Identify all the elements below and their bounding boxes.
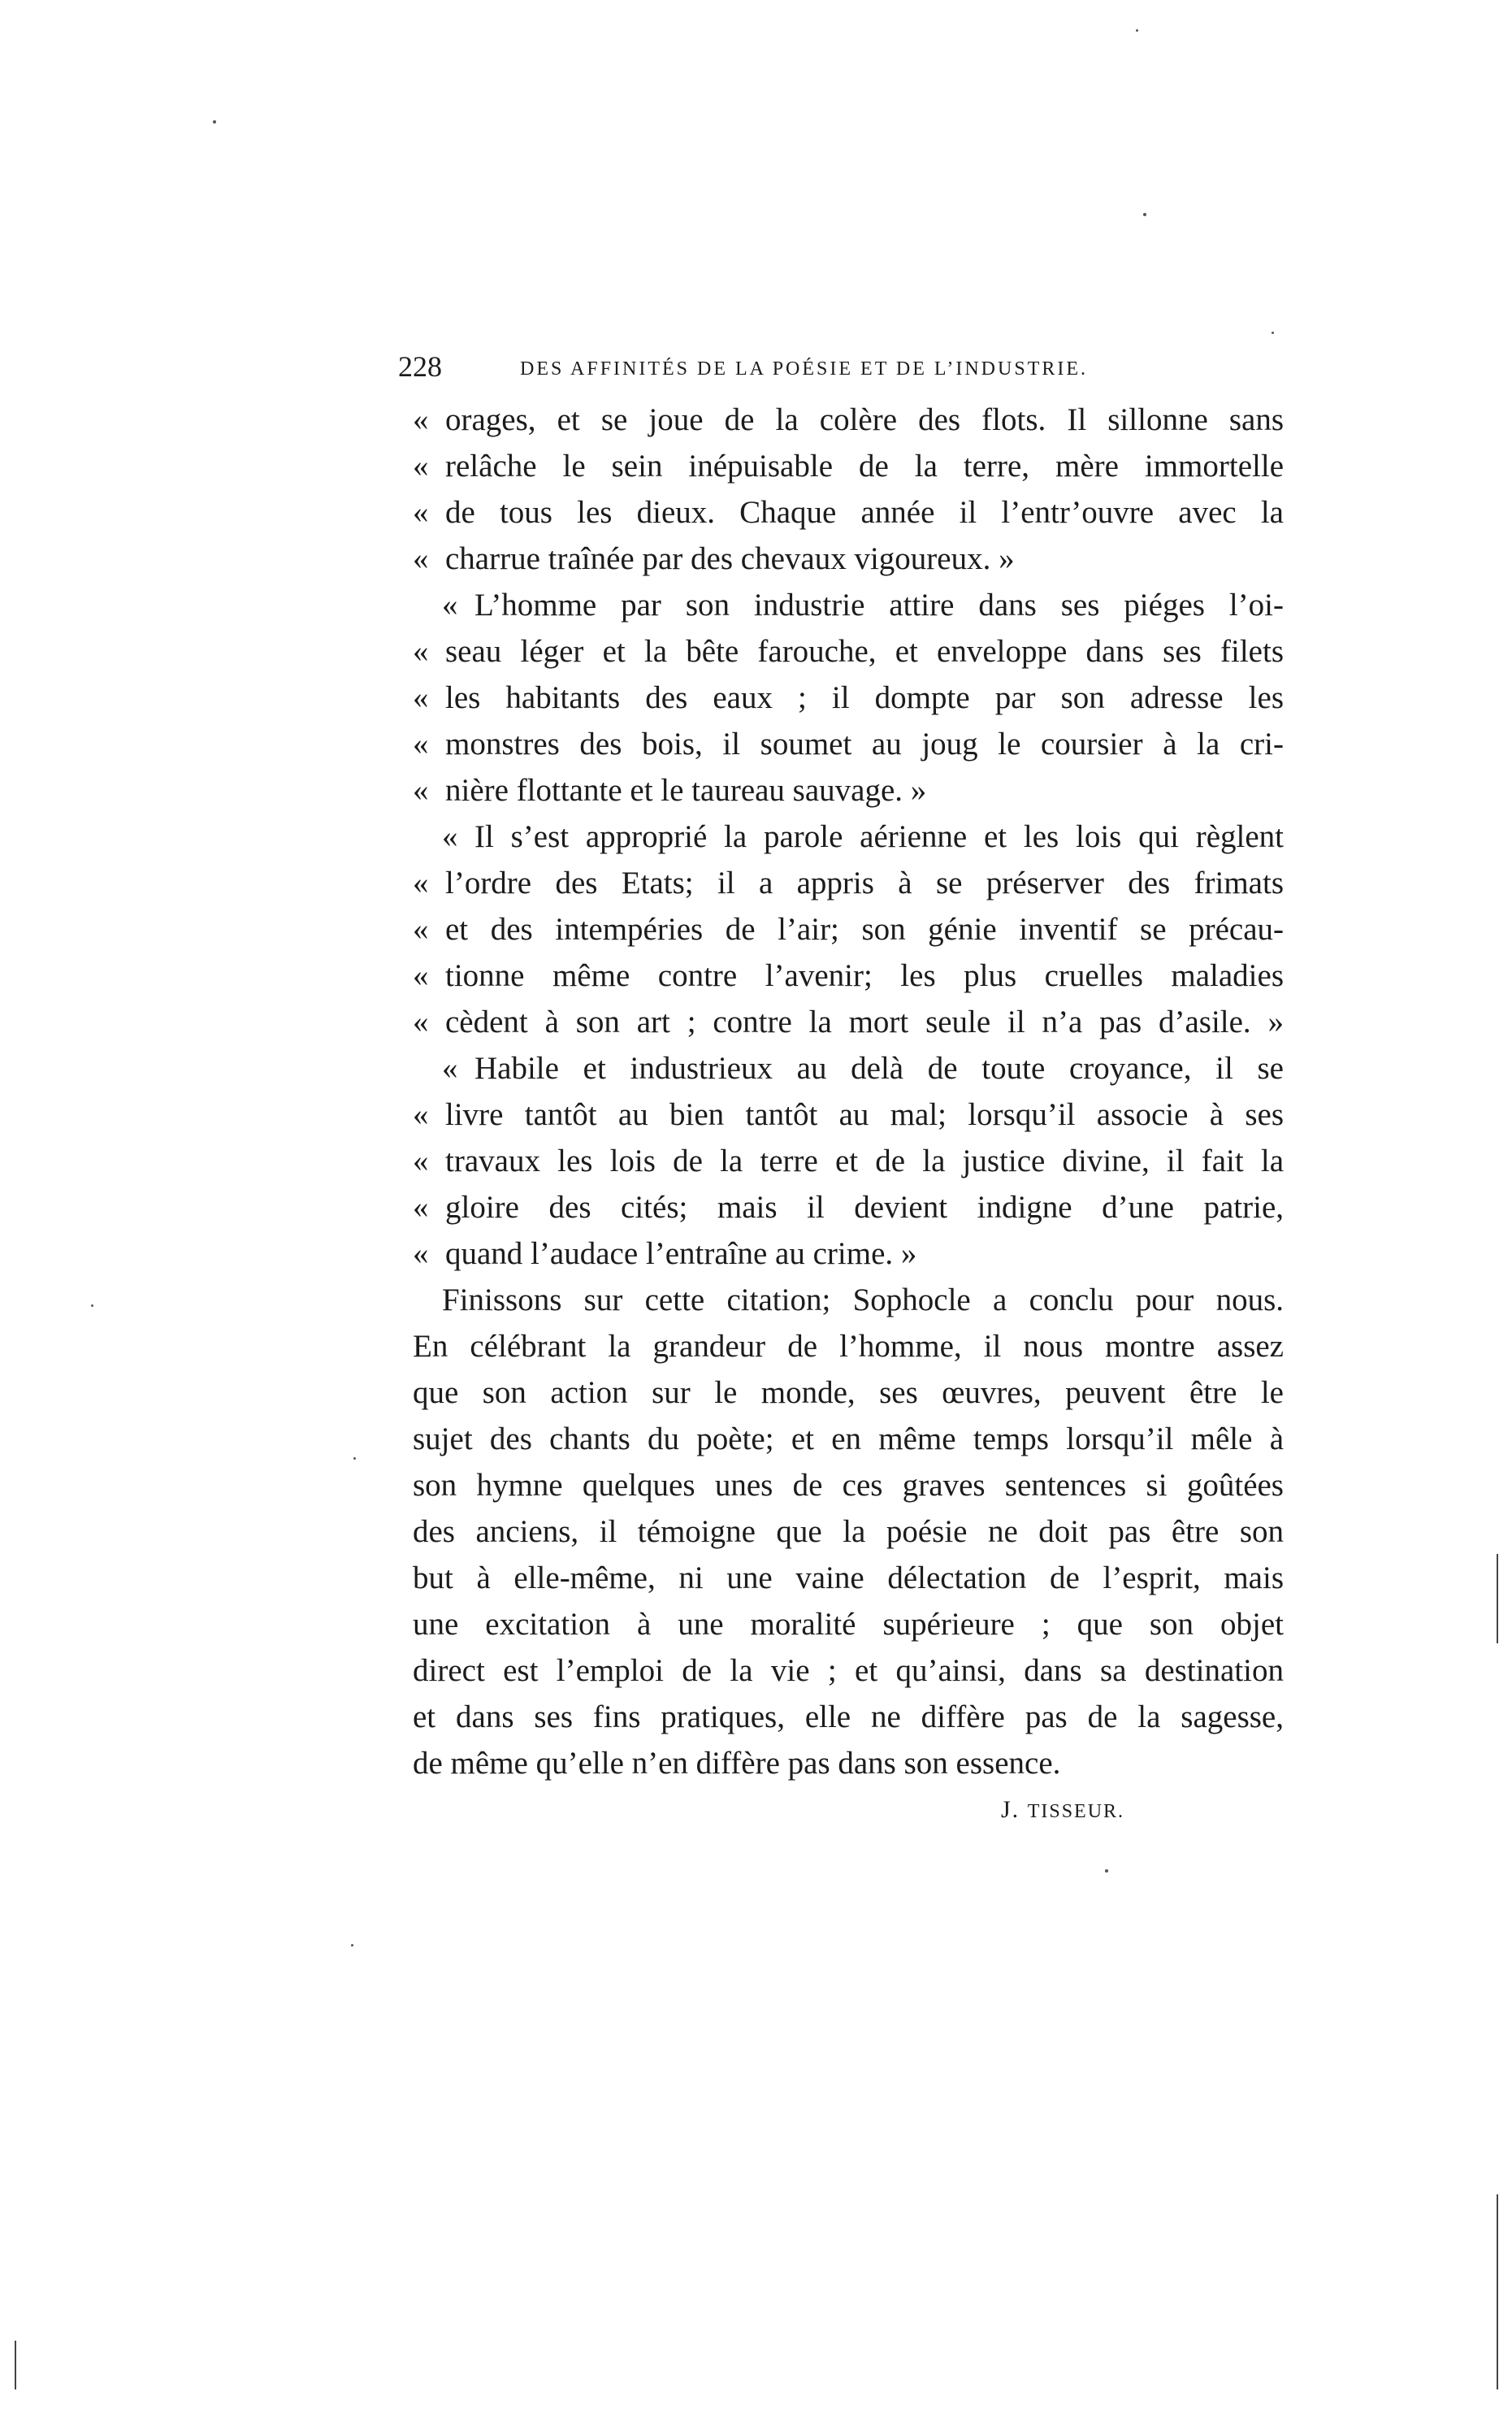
quote-line: [413, 582, 1284, 628]
scan-speck: [353, 1457, 356, 1460]
quote-line: [413, 489, 1284, 536]
scan-speck: [1136, 29, 1138, 32]
quote-text: cèdent à son art ; contre la mort seule il n’a pas d’asile. »: [445, 1005, 1284, 1039]
paragraph-line: [413, 1462, 1284, 1508]
guillemet: «: [442, 819, 458, 854]
quote-line: [413, 721, 1284, 767]
paragraph-text: et dans ses fins pratiques, elle ne diffère pas de la sagesse,: [413, 1699, 1284, 1734]
paragraph-line: [413, 1740, 1284, 1786]
guillemet: «: [413, 958, 429, 993]
paragraph-text: En célébrant la grandeur de l’homme, il nous montre assez: [413, 1329, 1284, 1364]
author-name: TISSEUR.: [1027, 1801, 1125, 1822]
paragraph-text: une excitation à une moralité supérieure ; que son objet: [413, 1607, 1284, 1642]
quote-text: orages, et se joue de la colère des flots. Il sillonne sans: [445, 402, 1284, 437]
quote-line: [413, 1184, 1284, 1230]
quote-line: [413, 999, 1284, 1045]
paragraph-text: que son action sur le monde, ses œuvres, peuvent être le: [413, 1375, 1284, 1410]
scan-edge-mark: [1497, 2194, 1498, 2389]
quote-line: [413, 675, 1284, 721]
paragraph-text: des anciens, il témoigne que la poésie ne doit pas être son: [413, 1514, 1284, 1549]
author-signature: [1001, 1792, 1124, 1829]
quote-text: l’ordre des Etats; il a appris à se préserver des frimats: [445, 866, 1284, 901]
scan-speck: [213, 120, 216, 124]
paragraph-line: [413, 1555, 1284, 1601]
quote-line: [413, 1091, 1284, 1138]
paragraph-line: [413, 1508, 1284, 1555]
guillemet: «: [413, 1005, 429, 1039]
paragraph-text: son hymne quelques unes de ces graves sentences si goûtées: [413, 1468, 1284, 1503]
quote-line: [413, 906, 1284, 953]
quote-text: Il s’est approprié la parole aérienne et les lois qui règlent: [474, 819, 1284, 854]
guillemet: «: [413, 449, 429, 484]
quote-text: charrue traînée par des chevaux vigoureux. »: [445, 541, 1015, 576]
quote-text: et des intempéries de l’air; son génie inventif se précau-: [445, 912, 1284, 947]
quote-text: gloire des cités; mais il devient indigne d’une patrie,: [445, 1190, 1284, 1225]
scan-speck: [1272, 332, 1274, 334]
guillemet: «: [413, 773, 429, 808]
quote-line: [413, 1138, 1284, 1184]
author-initial: J.: [1001, 1796, 1020, 1823]
scan-edge-mark: [1497, 1554, 1498, 1643]
quote-line: [413, 397, 1284, 443]
quote-line: [413, 536, 1284, 582]
quote-text: relâche le sein inépuisable de la terre, mère immortelle: [445, 449, 1284, 484]
quote-text: tionne même contre l’avenir; les plus cruelles maladies: [445, 958, 1284, 993]
guillemet: «: [413, 634, 429, 669]
quotation-block: [413, 397, 1284, 1786]
guillemet: «: [413, 495, 429, 530]
quote-text: quand l’audace l’entraîne au crime. »: [445, 1236, 917, 1271]
paragraph-text: direct est l’emploi de la vie ; et qu’ainsi, dans sa destination: [413, 1653, 1284, 1688]
guillemet: «: [413, 1236, 429, 1271]
paragraph-line: [413, 1601, 1284, 1647]
guillemet: «: [413, 866, 429, 901]
paragraph-line: [413, 1277, 1284, 1323]
guillemet: «: [413, 541, 429, 576]
quote-text: monstres des bois, il soumet au joug le coursier à la cri-: [445, 727, 1284, 762]
quote-line: [413, 1045, 1284, 1091]
guillemet: «: [413, 1097, 429, 1132]
quote-text: livre tantôt au bien tantôt au mal; lorsqu’il associe à ses: [445, 1097, 1284, 1132]
guillemet: «: [413, 912, 429, 947]
quote-text: nière flottante et le taureau sauvage. »: [445, 773, 927, 808]
guillemet: «: [413, 727, 429, 762]
quote-line: [413, 1230, 1284, 1277]
quote-text: travaux les lois de la terre et de la justice divine, il fait la: [445, 1144, 1284, 1178]
quote-line: [413, 628, 1284, 675]
quote-line: [413, 767, 1284, 814]
quote-text: L’homme par son industrie attire dans ses piéges l’oi-: [474, 588, 1284, 623]
scan-speck: [351, 1944, 353, 1946]
quote-line: [413, 814, 1284, 860]
scan-edge-mark: [15, 2341, 16, 2389]
page-header: [398, 348, 1284, 385]
paragraph-text: but à elle-même, ni une vaine délectation de l’esprit, mais: [413, 1560, 1284, 1595]
paragraph-line: [413, 1323, 1284, 1369]
paragraph-line: [413, 1416, 1284, 1462]
scan-speck: [1105, 1869, 1108, 1873]
paragraph-line: [413, 1369, 1284, 1416]
quote-text: de tous les dieux. Chaque année il l’entr’ouvre avec la: [445, 495, 1284, 530]
scan-speck: [91, 1304, 93, 1307]
paragraph-text: sujet des chants du poète; et en même temps lorsqu’il mêle à: [413, 1421, 1284, 1456]
quote-line: [413, 443, 1284, 489]
quote-text: seau léger et la bête farouche, et enveloppe dans ses filets: [445, 634, 1284, 669]
running-head: DES AFFINITÉS DE LA POÉSIE ET DE L’INDUSTRIE.: [520, 358, 1089, 380]
quote-line: [413, 860, 1284, 906]
guillemet: «: [413, 1190, 429, 1225]
paragraph-line: [413, 1647, 1284, 1694]
guillemet: «: [442, 1051, 458, 1086]
guillemet: «: [413, 1144, 429, 1178]
scan-speck: [1143, 213, 1146, 216]
paragraph-line: [413, 1694, 1284, 1740]
quote-text: Habile et industrieux au delà de toute croyance, il se: [474, 1051, 1284, 1086]
guillemet: «: [442, 588, 458, 623]
paragraph-text: de même qu’elle n’en diffère pas dans son essence.: [413, 1746, 1061, 1781]
guillemet: «: [413, 680, 429, 715]
quote-text: les habitants des eaux ; il dompte par son adresse les: [445, 680, 1284, 715]
quote-line: [413, 953, 1284, 999]
paragraph-text: Finissons sur cette citation; Sophocle a conclu pour nous.: [442, 1282, 1284, 1317]
page-number: 228: [398, 350, 442, 383]
guillemet: «: [413, 402, 429, 437]
